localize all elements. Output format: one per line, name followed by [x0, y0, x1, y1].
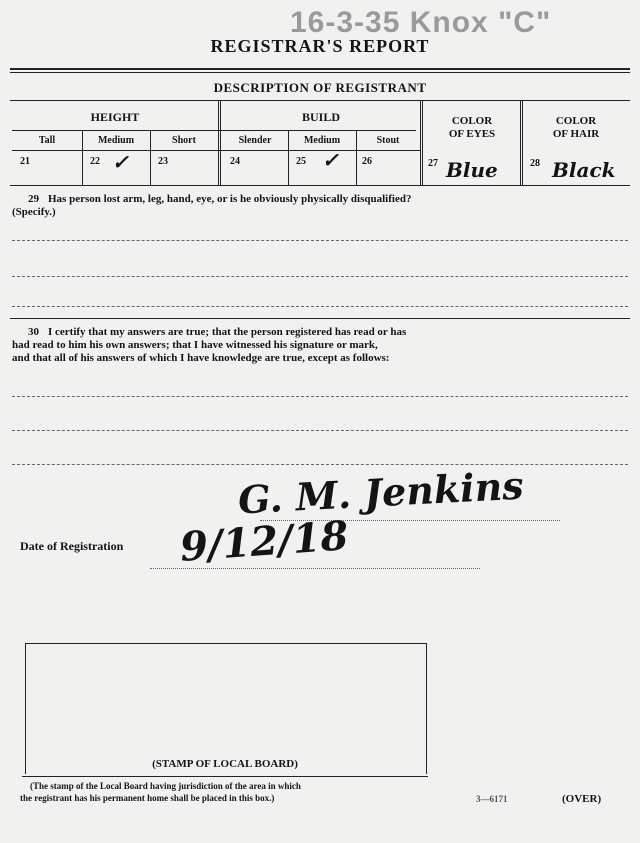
tall-label: Tall — [38, 135, 56, 146]
hair-value: Black — [552, 158, 616, 182]
answer-line — [12, 306, 628, 307]
answer-line — [12, 430, 628, 431]
sub-rule — [12, 130, 416, 131]
top-rule-thin — [10, 72, 630, 73]
q29-specify: (Specify.) — [12, 206, 56, 218]
registrar-signature: G. M. Jenkins — [237, 462, 525, 523]
stamp-box — [25, 643, 427, 774]
hair-header-2: OF HAIR — [552, 128, 600, 140]
medium-build-number: 25 — [296, 156, 306, 167]
section-rule — [10, 318, 630, 319]
eyes-header-2: OF EYES — [448, 128, 496, 140]
registration-date: 9/12/18 — [178, 512, 350, 571]
q30-text-3: and that all of his answers of which I have knowledge are true, except as follows: — [12, 352, 390, 364]
stamp-label: (STAMP OF LOCAL BOARD) — [152, 758, 298, 770]
table-top-rule — [10, 100, 630, 101]
q30-number: 30 — [28, 326, 39, 338]
page-title: REGISTRAR'S REPORT — [210, 36, 430, 56]
stamp-note-2: the registrant has his permanent home shall be placed in this box.) — [20, 793, 275, 803]
slender-number: 24 — [230, 156, 240, 167]
answer-line — [12, 464, 628, 465]
eyes-number: 27 — [428, 158, 438, 169]
section-title: DESCRIPTION OF REGISTRANT — [213, 80, 427, 95]
file-number: 16-3-35 Knox "C" — [290, 6, 552, 39]
medium-build-label: Medium — [303, 135, 341, 146]
height-header: HEIGHT — [90, 110, 140, 124]
height-build-divider — [218, 100, 221, 185]
top-rule — [10, 68, 630, 70]
medium-height-label: Medium — [97, 135, 135, 146]
build-eyes-divider — [420, 100, 423, 185]
build-header: BUILD — [301, 110, 340, 124]
table-bottom-rule — [10, 185, 630, 186]
answer-line — [12, 276, 628, 277]
stamp-rule — [22, 776, 428, 777]
eyes-value: Blue — [446, 158, 498, 182]
medium-build-check: ✓ — [322, 148, 339, 172]
hair-number: 28 — [530, 158, 540, 169]
short-number: 23 — [158, 156, 168, 167]
q29-text: Has person lost arm, leg, hand, eye, or is he obviously physically disqualified? — [48, 193, 412, 205]
stamp-note-1: (The stamp of the Local Board having jurisdiction of the area in which — [30, 781, 301, 791]
hair-header-1: COLOR — [555, 115, 597, 127]
answer-line — [12, 240, 628, 241]
tall-number: 21 — [20, 156, 30, 167]
eyes-hair-divider — [520, 100, 523, 185]
date-line — [150, 568, 480, 569]
medium-height-number: 22 — [90, 156, 100, 167]
short-label: Short — [172, 135, 196, 146]
stout-label: Stout — [376, 135, 400, 146]
form-code: 3—6171 — [476, 794, 508, 804]
q29-number: 29 — [28, 193, 39, 205]
answer-line — [12, 396, 628, 397]
q30-text-2: had read to him his own answers; that I have witnessed his signature or mark, — [12, 339, 378, 351]
sub-rule-2 — [12, 150, 420, 151]
eyes-header-1: COLOR — [451, 115, 493, 127]
slender-label: Slender — [238, 135, 272, 146]
q30-text-1: I certify that my answers are true; that the person registered has read or has — [48, 326, 407, 338]
stout-number: 26 — [362, 156, 372, 167]
medium-height-check: ✓ — [112, 150, 129, 174]
date-label: Date of Registration — [20, 539, 124, 553]
over-label: (OVER) — [562, 793, 602, 805]
